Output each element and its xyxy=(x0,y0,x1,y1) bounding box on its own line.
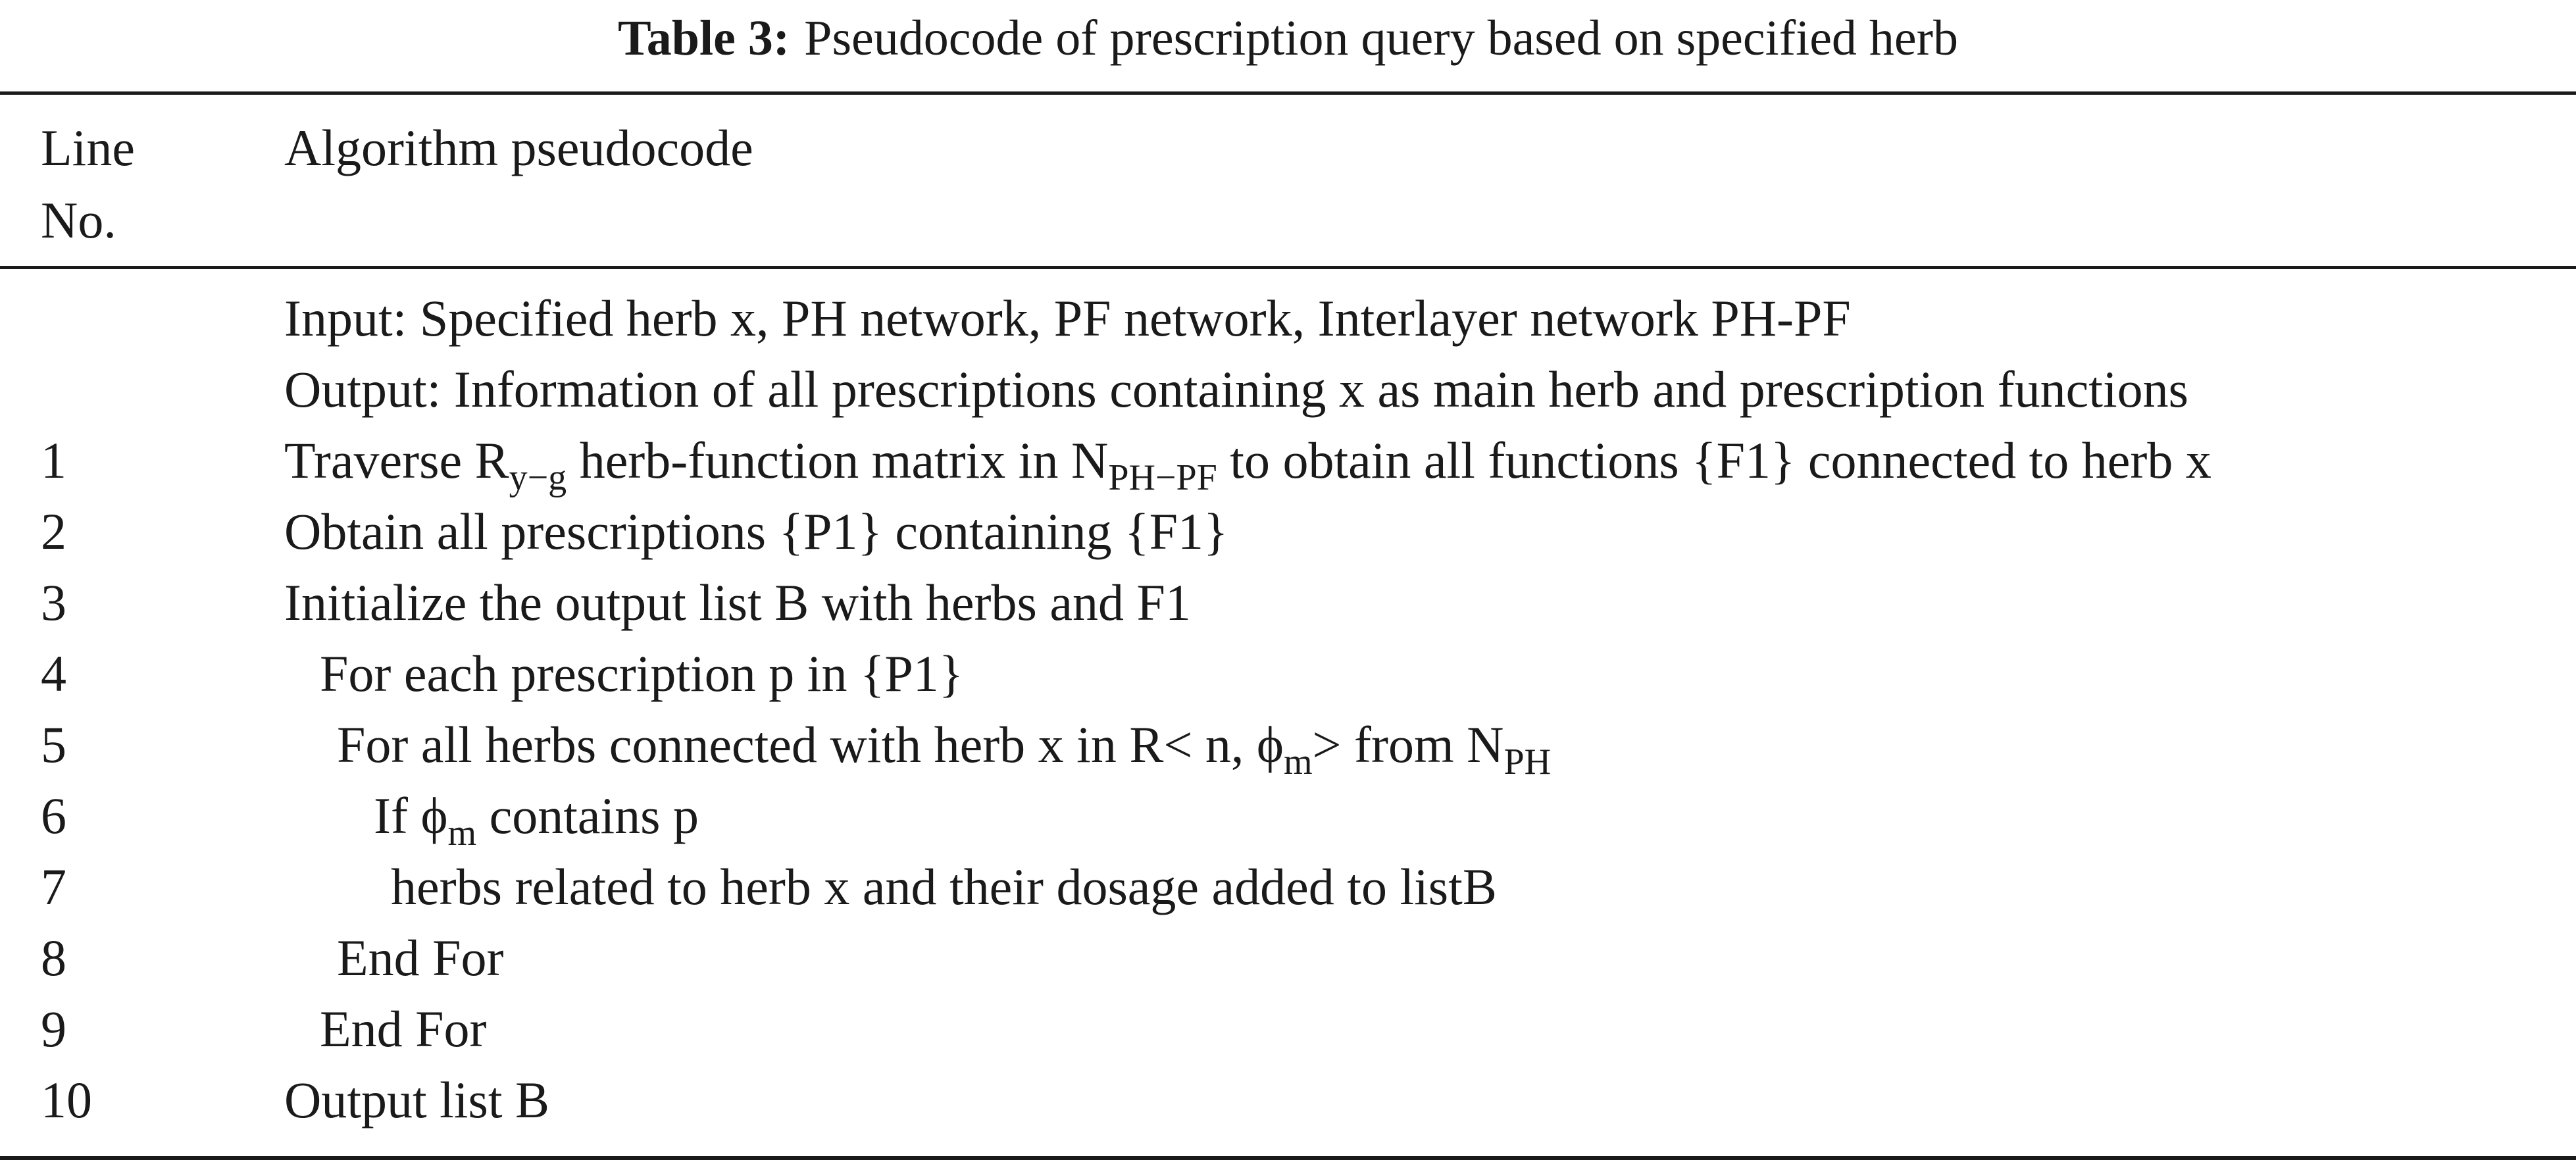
code-text: Traverse R xyxy=(284,432,509,489)
code-text: contains p xyxy=(476,787,699,844)
table-row xyxy=(0,283,2576,354)
pseudocode-line: Obtain all prescriptions {P1} containing {F1} xyxy=(284,503,1228,560)
line-number: 2 xyxy=(41,503,66,560)
table-row xyxy=(0,496,2576,567)
pseudocode-body xyxy=(0,283,2576,1136)
pseudocode-line: herbs related to herb x and their dosage added to listB xyxy=(391,858,1497,915)
header-rule xyxy=(0,266,2576,269)
line-number: 1 xyxy=(41,432,66,489)
table-row xyxy=(0,1065,2576,1136)
subscript: m xyxy=(1283,742,1313,782)
table-row xyxy=(0,994,2576,1065)
line-number: 8 xyxy=(41,929,66,986)
table-row xyxy=(0,425,2576,496)
code-text: to obtain all functions {F1} connected to herb x xyxy=(1217,432,2211,489)
pseudocode-line: Output list B xyxy=(284,1071,550,1128)
line-number: 3 xyxy=(41,574,66,631)
code-text: For all herbs connected with herb x in R< n, ϕ xyxy=(337,716,1284,773)
subscript: m xyxy=(447,813,477,853)
header-algorithm: Algorithm pseudocode xyxy=(284,119,753,176)
line-number: 10 xyxy=(41,1071,92,1128)
line-number: 4 xyxy=(41,645,66,702)
subscript: y−g xyxy=(509,457,567,498)
pseudocode-line xyxy=(284,425,2211,501)
pseudocode-line: Initialize the output list B with herbs and F1 xyxy=(284,574,1191,631)
pseudocode-input: Input: Specified herb x, PH network, PF network, Interlayer network PH-PF xyxy=(284,290,1851,347)
table-row xyxy=(0,638,2576,709)
line-number: 5 xyxy=(41,716,66,773)
table-title: Pseudocode of prescription query based on specified herb xyxy=(804,11,1958,66)
pseudocode-line: End For xyxy=(320,1000,487,1057)
top-rule xyxy=(0,91,2576,95)
table-caption xyxy=(0,5,2576,71)
subscript: PH−PF xyxy=(1108,457,1217,498)
line-number: 9 xyxy=(41,1000,66,1057)
table-row xyxy=(0,567,2576,638)
header-line-no xyxy=(41,112,135,257)
table-row xyxy=(0,780,2576,851)
pseudocode-line: For each prescription p in {P1} xyxy=(320,645,964,702)
bottom-rule xyxy=(0,1156,2576,1160)
subscript: PH xyxy=(1503,742,1552,782)
pseudocode-output: Output: Information of all prescriptions containing x as main herb and prescription functions xyxy=(284,361,2188,418)
table-row xyxy=(0,709,2576,780)
line-number: 7 xyxy=(41,858,66,915)
line-number: 6 xyxy=(41,787,66,844)
code-text: > from N xyxy=(1312,716,1504,773)
pseudocode-line: End For xyxy=(337,929,504,986)
header-line-label: Line xyxy=(41,119,135,176)
table-row xyxy=(0,354,2576,425)
table-row xyxy=(0,923,2576,994)
pseudocode-line xyxy=(337,709,1551,786)
pseudocode-line xyxy=(374,780,699,857)
code-text: herb-function matrix in N xyxy=(567,432,1109,489)
table-label: Table 3: xyxy=(618,11,790,66)
code-text: If ϕ xyxy=(374,787,448,844)
header-no-label: No. xyxy=(41,191,116,249)
table-row xyxy=(0,851,2576,923)
